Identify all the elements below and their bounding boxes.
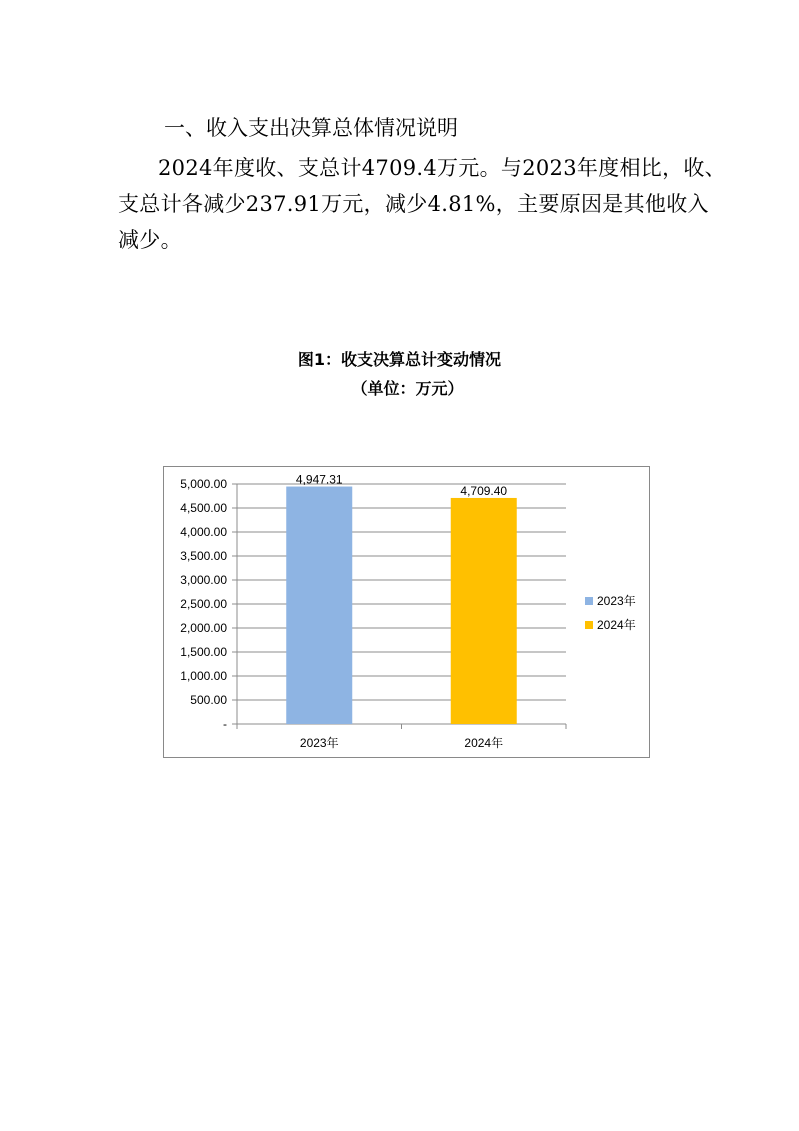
figure-subtitle: （单位：万元） <box>351 379 464 398</box>
y-tick-label: - <box>223 717 227 731</box>
paragraph-line-3: 减少。 <box>118 228 182 252</box>
bar-2024年 <box>451 498 517 724</box>
y-tick-label: 2,500.00 <box>180 597 227 611</box>
y-tick-label: 4,000.00 <box>180 525 227 539</box>
y-tick-label: 2,000.00 <box>180 621 227 635</box>
legend-label: 2024年 <box>597 618 636 632</box>
x-tick-label: 2024年 <box>464 736 504 750</box>
paragraph-line-1: 2024年度收、支总计4709.4万元。与2023年度相比，收、 <box>158 156 726 180</box>
bar-chart <box>163 466 650 758</box>
y-tick-label: 1,000.00 <box>180 669 227 683</box>
legend-label: 2023年 <box>597 594 636 608</box>
data-label: 4,709.40 <box>460 483 508 498</box>
y-tick-label: 1,500.00 <box>180 645 227 659</box>
legend-swatch <box>585 597 593 605</box>
y-tick-label: 3,000.00 <box>180 573 227 587</box>
x-tick-label: 2023年 <box>299 736 339 750</box>
summary-paragraph <box>118 150 726 258</box>
figure-title: 图1：收支决算总计变动情况 <box>297 350 502 369</box>
y-tick-label: 500.00 <box>190 693 227 707</box>
data-label: 4,947.31 <box>295 472 343 487</box>
chart-svg <box>164 467 651 759</box>
legend-swatch <box>585 621 593 629</box>
paragraph-line-2: 支总计各减少237.91万元，减少4.81%，主要原因是其他收入 <box>118 192 709 216</box>
y-tick-label: 4,500.00 <box>180 501 227 515</box>
y-tick-label: 5,000.00 <box>180 477 227 491</box>
section-heading: 一、收入支出决算总体情况说明 <box>164 116 458 140</box>
y-tick-label: 3,500.00 <box>180 549 227 563</box>
bar-2023年 <box>286 487 352 724</box>
